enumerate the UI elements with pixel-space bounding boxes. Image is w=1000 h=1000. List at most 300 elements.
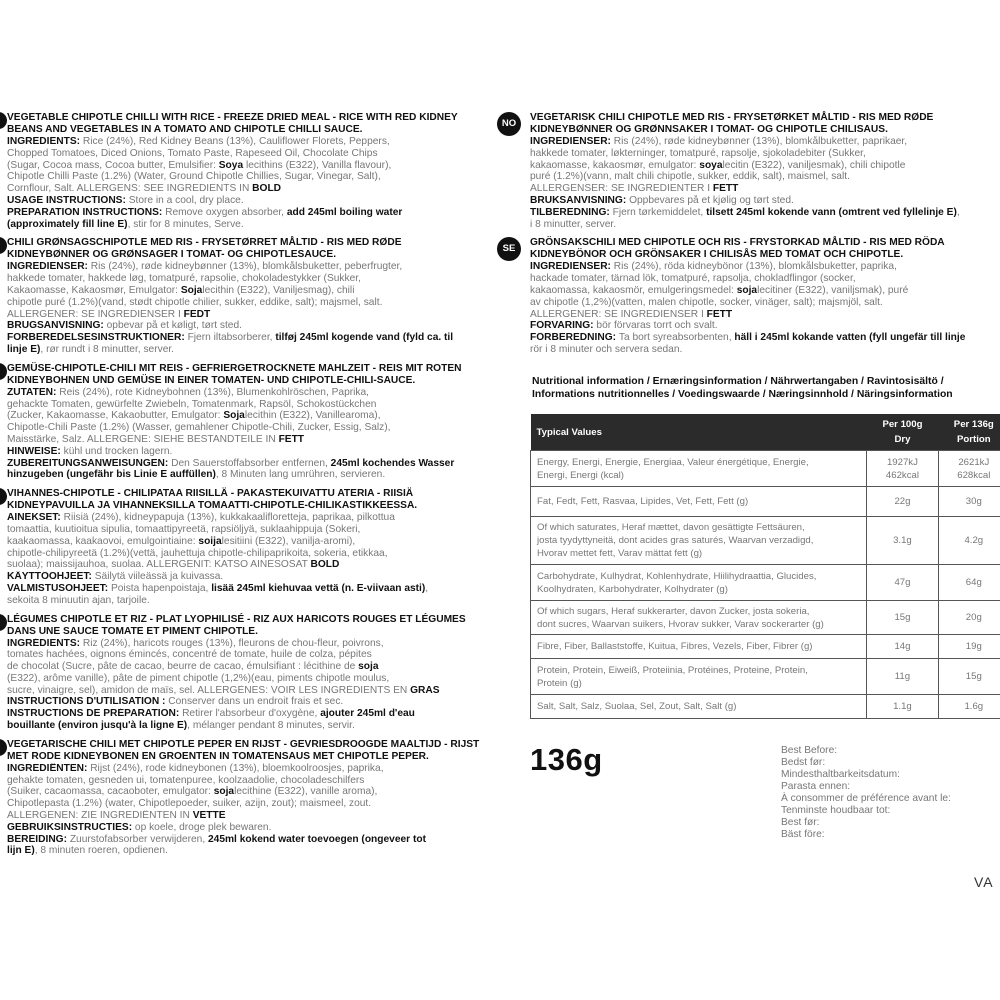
text-segment: kaakaomassa, kaakaovoi, emulgointiaine: [7,535,199,547]
value-line: 64g [965,577,982,588]
value-line: 2621kJ [958,456,990,468]
text-segment: Cornflour, Salt. ALLERGENS: SEE INGREDIENTS IN [7,183,253,195]
bold-text: 245ml kochendes Wasser [330,457,455,469]
value-line: 19g [965,641,982,652]
value-line: 1.1g [893,701,912,712]
bold-text: tilsett 245ml kokende vann (omtrent ved fyllelinje E) [706,206,957,218]
text-segment: Kakaomasse, Kakaosmør, Emulgator: [7,284,181,296]
text-line [530,332,1000,344]
text-segment: op koele, droge plek bewaren. [134,821,272,833]
value-line: 15g [894,612,911,623]
field-label: USAGE INSTRUCTIONS: [7,194,129,206]
language-badge [0,488,7,505]
text-segment: Remove oxygen absorber, [165,206,287,218]
nutrition-heading-line: Informations nutritionnelles / Voedingswaarde / Næringsinnhold / Näringsinformation [532,388,953,400]
best-before-line: Parasta ennen: [781,781,851,792]
text-segment: Chipotle-Chili Paste (1.2%) (Wasser, gemahlener Chipotle-Chili, Zucker, Essig, Salz), [7,422,391,434]
best-before-line: Tenminste houdbaar tot: [781,805,891,816]
text-line [530,195,1000,207]
nutrient-name [531,517,867,565]
nutrient-name-line: Hvorav mettet fett, Varav mättat fett (g) [537,548,703,559]
nutrition-row [531,635,1000,659]
value-line: 4.2g [964,535,984,546]
nutrient-name-line: Of which sugars, Heraf sukkerarter, davon Zucker, josta sokeria, [537,605,810,617]
text-line [7,183,484,195]
bold-text: soya [699,159,723,171]
value-line: 14g [894,641,911,652]
best-before-line: Mindesthaltbarkeitsdatum: [781,769,900,780]
text-segment: Conserver dans un endroit frais et sec. [168,696,344,708]
text-segment: lecithin (E322), Vanillearoma), [244,410,381,422]
value-per-100g [867,635,938,659]
text-segment: Chopped Tomatoes, Diced Onions, Tomato Paste, Rapeseed Oil, Chocolate Chips [7,147,378,159]
field-label: KÄYTTÖOHJEET: [7,571,95,583]
text-segment: , stir for 8 minutes, Serve. [127,218,244,230]
value-line: 1.6g [964,701,984,712]
field-label: HINWEISE: [7,445,64,457]
nutrient-name [531,601,867,635]
section-title: KIDNEYBÖNOR OCH GRÖNSAKER I CHILISÅS MED TOMAT OCH CHIPOTLE. [530,249,904,261]
value-per-portion [938,659,1000,695]
field-label: INGREDIENTS: [7,136,83,147]
text-line [7,309,484,321]
field-label: INGREDIENSER: [530,261,614,273]
bold-text: FETT [706,308,733,320]
bold-text: Soja [223,410,245,422]
value-line: 20g [965,612,982,623]
field-label: INGRÉDIENTS: [7,637,83,649]
text-segment: , mélanger pendant 8 minutes, servir. [187,720,355,732]
text-line [7,548,484,560]
bold-text: soja [736,284,758,296]
section-title: LÉGUMES CHIPOTLE ET RIZ - PLAT LYOPHILISÉ - RIZ AUX HARICOTS ROUGES ET LÉGUMES [7,613,466,625]
text-segment: lecitiner (E322), vaniljsmak), puré [757,284,909,296]
text-line [7,595,484,607]
bold-text: lijn E) [7,845,35,857]
best-before-line: Best før: [781,817,820,828]
text-line [530,148,1000,160]
field-label: FÖRVARING: [530,320,597,332]
text-segment: Zuurstofabsorber verwijderen, [69,833,208,845]
text-line [7,332,484,344]
nutrition-row [531,695,1000,719]
value-line: 3.1g [893,535,912,546]
text-segment: hakkede tomater, løkterninger, tomatpuré, rapsolje, sjokoladebiter (Sukker, [530,147,866,159]
bold-text: 245ml kokend water toevoegen (ongeveer tot [208,833,426,845]
value-line: 1927kJ [886,456,918,468]
section-title: KIDNEYBØNNER OG GRØNNSAKER I TOMAT- OG CHIPOTLE CHILISAUS. [530,124,888,135]
text-line [7,775,484,787]
text-segment: , rør rundt i 8 minutter, server. [40,343,175,355]
value-line: 11g [894,671,911,682]
text-segment: Den Sauerstoffabsorber entfernen, [171,457,331,469]
nutrition-row [531,451,1000,487]
text-segment: Rice (24%), Red Kidney Beans (13%), Cauliflower Florets, Peppers, [82,136,390,147]
text-line [7,320,484,332]
section-title: CHILI GRØNSAGSCHIPOTLE MED RIS - FRYSETØRRET MÅLTID - RIS MED RØDE [7,237,402,249]
text-line [7,571,484,583]
text-line [530,219,1000,231]
text-segment: (Sugar, Cocoa mass, Cocoa butter, Emulsifier: [7,159,219,171]
text-line [7,469,484,481]
text-line [7,171,484,183]
section-title: GEMÜSE-CHIPOTLE-CHILI MIT REIS - GEFRIERGETROCKNETE MAHLZEIT - REIS MIT ROTEN [7,362,462,374]
dry-label: Dry [894,434,911,445]
value-per-portion [938,565,1000,601]
value-per-portion [938,451,1000,487]
text-segment: Rijst (24%), rode kidneybonen (13%), bloemkoolroosjes, paprika, [90,762,384,774]
right-column [500,112,1000,363]
portion-label: Portion [957,434,991,445]
nutrient-name-line: Energy, Energi, Energie, Energiaa, Valeur énergétique, Energie, [537,456,809,468]
value-per-100g [867,517,938,565]
nutrition-table [530,414,1000,719]
section-title: KIDNEYBOHNEN UND GEMÜSE IN EINER TOMATEN- UND CHIPOTLE-CHILI-SAUCE. [7,374,416,386]
bold-text: häll i 245ml kokande vatten (fyll ungefär till linje [734,332,966,344]
text-line [7,685,484,697]
text-line [7,297,484,309]
language-badge [0,237,7,254]
text-line [7,148,484,160]
field-label: FÖRBEREDNING: [530,332,619,344]
value-per-portion [938,517,1000,565]
field-label: ZUTATEN: [7,386,60,398]
text-line [7,195,484,207]
text-line [530,207,1000,219]
bold-text: bouillante (environ jusqu'à la ligne E) [7,720,188,732]
text-segment: gehakte tomaten, gesneden ui, tomatenpuree, koolzaadolie, chocoladeschilfers [7,774,365,786]
text-segment: opbevar på et køligt, tørt sted. [106,320,242,332]
text-line [7,810,484,822]
value-line: 22g [894,496,911,507]
best-before-line: Bäst före: [781,829,825,840]
value-per-100g [867,565,938,601]
bold-text: VETTE [192,810,226,822]
section-title: GRÖNSAKSCHILI MED CHIPOTLE OCH RIS - FRYSTORKAD MÅLTID - RIS MED RÖDA [530,237,945,249]
text-line [530,344,1000,356]
left-column [0,112,484,864]
nutrient-name-line: josta tyydyttyneitä, dont acides gras saturés, Waarvan verzadigd, [537,535,814,546]
text-line [7,512,484,524]
section-title: VEGETARISCHE CHILI MET CHIPOTLE PEPER EN RIJST - GEVRIESDROOGDE MAALTIJD - RIJST [7,738,480,750]
text-segment: hackade tomater, tärnad lök, tomatpuré, rapsolja, chokladflingor (socker, [530,273,856,285]
text-line [7,536,484,548]
value-line: 462kcal [885,469,919,481]
nutrition-header-row [531,414,1000,451]
text-line [7,261,484,273]
nutrient-name [531,565,867,601]
bold-text: soija [198,535,222,547]
text-line [7,458,484,470]
text-segment: lecithins (E322), Vanilla flavour), [243,159,392,171]
text-segment: Fjern iltabsorberer, [187,332,276,344]
text-line [7,661,484,673]
text-segment: ALLERGENEN: ZIE INGREDIËNTEN IN [7,810,193,822]
text-segment: de chocolat (Sucre, pâte de cacao, beurre de cacao, émulsifiant : lécithine de [7,661,359,673]
bold-text: BOLD [252,183,282,195]
typical-values-header: Typical Values [531,414,867,451]
bold-text: linje E) [7,343,41,355]
text-line [7,273,484,285]
text-segment: suolaa); maissijauhoa, suolaa. ALLERGENIT: KATSO AINESOSAT [7,559,311,571]
field-label: VALMISTUSOHJEET: [7,582,111,594]
bold-text: FETT [278,433,305,445]
nutrient-name [531,695,867,719]
text-segment: Store in a cool, dry place. [128,194,244,206]
field-label: BRUGSANVISNING: [7,320,107,332]
language-badge [0,112,7,129]
text-segment: Chipotlepasta (1.2%) (water, Chipotlepoeder, suiker, azijn, zout); maismeel, zout. [7,798,372,810]
text-line [7,399,484,411]
field-label: INGREDIENSER: [530,136,614,147]
section-title: KIDNEYBØNNER OG GRØNSAGER I TOMAT- OG CHIPOTLESAUCE. [7,249,337,261]
field-label: BEREIDING: [7,833,70,845]
value-per-portion [938,601,1000,635]
text-segment: ALLERGENSER: SE INGREDIENTER I [530,183,713,195]
text-segment: Riisiä (24%), kidneypapuja (13%), kukkakaalifloretteja, paprikaa, pilkottua [63,512,395,524]
text-segment: kakaomasse, kakaosmør, emulgator: [530,159,700,171]
section-title: KIDNEYPAVUILLA JA VIHANNEKSILLA TOMAATTI-CHIPOTLE-CHILIKASTIKKEESSA. [7,500,418,512]
nutrition-row [531,601,1000,635]
best-before-line: Bedst før: [781,757,826,768]
text-segment: sekoita 8 minuutin ajan, tarjoile. [7,594,150,606]
bold-text: Soja [180,284,203,296]
net-weight: 136g [530,742,603,777]
best-before-block [781,745,1000,841]
bold-text: soja [213,786,235,798]
text-segment: , 8 minuten roeren, opdienen. [34,845,168,857]
text-segment: (Zucker, Kakaomasse, Kakaobutter, Emulgator: [7,410,224,422]
text-segment: Fjern tørkemiddelet, [612,206,707,218]
field-label: GEBRUIKSINSTRUCTIES: [7,821,135,833]
text-segment: lecithine (E322), vanille aroma), [234,786,378,798]
section-title: VEGETABLE CHIPOTLE CHILLI WITH RICE - FREEZE DRIED MEAL - RICE WITH RED KIDNEY [7,112,458,123]
text-line [7,822,484,834]
nutrient-name-line: Koolhydraten, Karbohydrater, Kolhydrater (g) [537,583,728,595]
text-segment: Ris (24%), røde kidneybønner (13%), blomkålsbuketter, peberfrugter, [90,261,403,273]
bold-text: GRAS [410,684,440,696]
value-line: 30g [965,496,982,507]
language-badge [0,614,7,631]
text-line [530,160,1000,172]
section-title: DANS UNE SAUCE TOMATE ET PIMENT CHIPOTLE. [7,625,258,637]
value-per-portion [938,487,1000,517]
section-title: VEGETARISK CHILI CHIPOTLE MED RIS - FRYSETØRKET MÅLTID - RIS MED RØDE [530,112,934,123]
text-line [530,285,1000,297]
text-line [530,171,1000,183]
nutrient-name-line: Fibre, Fiber, Ballaststoffe, Kuitua, Fibres, Vezels, Fiber, Fibrer (g) [537,641,813,652]
text-segment: kakaomassa, kakaosmör, emulgeringsmedel: [530,284,737,296]
text-segment: chipotle puré (1.2%)(vand, stødt chipotle chilier, sukker, eddike, salt); majsmel, salt. [7,296,383,308]
nutrient-name [531,659,867,695]
best-before-line: À consommer de préférence avant le: [781,793,951,804]
text-segment: rör i 8 minuter och servera sedan. [530,343,683,355]
bold-text: tilføj 245ml kogende vand (fyld ca. til [275,332,454,344]
text-segment: (Suiker, cacaomassa, cacaoboter, emulgator: [7,786,214,798]
text-segment: Reis (24%), rote Kidneybohnen (13%), Blumenkohlröschen, Paprika, [59,386,369,398]
value-line: 15g [965,671,982,682]
text-line [7,696,484,708]
text-segment: Retirer l'absorbeur d'oxygène, [182,708,321,720]
text-line [7,845,484,857]
text-line [530,309,1000,321]
text-line [7,387,484,399]
text-segment: Chipotle Chilli Paste (1.2%) (Water, Ground Chipotle Chillies, Sugar, Vinegar, Salt), [7,171,381,183]
text-line [530,297,1000,309]
field-label: BRUKSANVISNING: [530,194,630,206]
text-line [7,344,484,356]
bold-text: ajouter 245ml d'eau [320,708,415,720]
bold-text: FEDT [183,308,211,320]
field-label: INGREDIENSER: [7,261,91,273]
section-se [500,237,1000,355]
text-segment: lesitiini (E322), vanilja-aromi), [221,535,356,547]
text-line [7,834,484,846]
text-line [7,720,484,732]
text-line [530,183,1000,195]
field-label: INSTRUCTIONS DE PRÉPARATION: [7,708,183,720]
text-segment: tomaattia, kuutioitua sipulia, tomaattipyreetä, rapsiöljyä, suklaahippuja (Sokeri, [7,523,361,535]
field-label: AINEKSET: [7,512,64,524]
text-line [530,261,1000,273]
per-100g-label: Per 100g [882,419,923,430]
section-title: MET RODE KIDNEYBONEN EN GROENTEN IN TOMATENSAUS MET CHIPOTLE PEPER. [7,750,429,762]
nutrition-row [531,659,1000,695]
nutrition-heading-line: Nutritional information / Ernæringsinformation / Nährwertangaben / Ravintosisältö / [532,376,944,387]
section-title: VIHANNES-CHIPOTLE - CHILIPATAA RIISILLÄ - PAKASTEKUIVATTU ATERIA - RIISIÄ [7,488,414,500]
text-segment: chipotle-chilipyreetä (1.2%)(vettä, jauhettuja chipotle-chilipaprikoita, sokeria, etikkaa, [7,547,388,559]
text-line [7,219,484,231]
text-line [7,786,484,798]
text-segment: hakkede tomater, hakkede løg, tomatpuré, rapsolie, chokoladestykker (Sukker, [7,273,361,285]
field-label: FORBEREDELSESINSTRUKTIONER: [7,332,188,344]
text-line [530,136,1000,148]
corner-text: VA [974,874,994,890]
nutrient-name-line: Energi, Energi (kcal) [537,469,624,481]
field-label: INSTRUCTIONS D'UTILISATION : [7,696,169,708]
bold-text: BOLD [310,559,340,571]
text-segment: lecitin (E322), vaniljesmak), chili chipotle [722,159,906,171]
section-fr [0,614,484,732]
text-segment: tomates hachées, oignons émincés, concentré de tomate, huile de colza, pépites [7,649,372,661]
text-segment: Maisstärke, Salz. ALLERGENE: SIEHE BESTANDTEILE IN [7,433,279,445]
nutrient-name-line: Salt, Salt, Salz, Suolaa, Sel, Zout, Salt, Salt (g) [537,701,737,712]
text-segment: Riz (24%), haricots rouges (13%), fleurons de chou-fleur, poivrons, [82,637,384,649]
value-per-100g [867,601,938,635]
bold-text: lisää 245ml kiehuvaa vettä (n. E-viivaan asti) [211,582,426,594]
text-segment: , 8 Minuten lang umrühren, servieren. [215,469,386,481]
nutrient-name-line: Of which saturates, Heraf mættet, davon gesättigte Fettsäuren, [537,522,805,533]
text-segment: , [956,206,960,218]
nutrient-name-line: Carbohydrate, Kulhydrat, Kohlenhydrate, Hiilihydraattia, Glucides, [537,570,817,582]
text-line [7,207,484,219]
nutrient-name-line: Protein, Protein, Eiweiß, Proteiinia, Protéines, Proteine, Protein, [537,664,808,676]
section-no [500,112,1000,230]
best-before-line: Best Before: [781,745,838,756]
value-per-100g [867,695,938,719]
text-line [7,559,484,571]
text-segment: , [425,582,429,594]
text-line [530,320,1000,332]
section-title: BEANS AND VEGETABLES IN A TOMATO AND CHIPOTLE CHILLI SAUCE. [7,124,363,135]
text-segment: ALLERGENER: SE INGREDIENSER I [7,308,184,320]
text-segment: kühl und trocken lagern. [63,445,173,457]
text-line [7,422,484,434]
text-segment: gehackte Tomaten, gewürfelte Zwiebeln, Tomatenmark, Rapsöl, Schokostückchen [7,398,377,410]
bold-text: add 245ml boiling water [286,206,403,218]
bold-text: soja [358,661,379,673]
bold-text: Soya [218,159,244,171]
language-badge [0,739,7,756]
text-line [7,160,484,172]
section-nl [0,739,484,857]
text-segment: Säilytä viileässä ja kuivassa. [94,571,224,583]
text-line [7,763,484,775]
section-en [0,112,484,230]
text-line [530,273,1000,285]
bold-text: hinzugeben (ungefähr bis Linie E auffüllen) [7,469,216,481]
text-line [7,410,484,422]
text-line [7,798,484,810]
nutrient-name-line: dont sucres, Waarvan suikers, Hvorav sukker, Varav sockerarter (g) [537,618,824,630]
text-line [7,446,484,458]
value-per-100g [867,487,938,517]
text-segment: bör förvaras torrt och svalt. [596,320,718,332]
per-portion-header [938,414,1000,451]
nutrition-row [531,487,1000,517]
nutrient-name [531,487,867,517]
text-segment: Oppbevares på et kjølig og tørt sted. [629,194,794,206]
value-line: 628kcal [957,469,991,481]
value-per-100g [867,451,938,487]
value-per-100g [867,659,938,695]
text-line [7,583,484,595]
text-segment: (E322), arôme vanille), pâte de piment chipotle (1,2%)(eau, piments chipotle moulus, [7,672,390,684]
text-line [7,708,484,720]
field-label: INGREDIËNTEN: [7,762,91,774]
nutrition-row [531,565,1000,601]
section-fi [0,488,484,606]
text-line [7,524,484,536]
text-line [7,136,484,148]
text-line [7,434,484,446]
text-line [7,673,484,685]
text-segment: av chipotle (1,2%)(vatten, malen chipotle, socker, vinäger, salt); majsmjöl, salt. [530,296,883,308]
text-segment: lecithin (E322), Vaniljesmag), chili [202,284,355,296]
text-segment: puré (1.2%)(vann, malt chili chipotle, sukker, eddik, salt), maismel, salt. [530,171,850,183]
nutrient-name [531,635,867,659]
field-label: TILBEREDNING: [530,206,613,218]
bold-text: (approximately fill line E) [7,218,128,230]
text-segment: ALLERGENER: SE INGREDIENSER I [530,308,707,320]
nutrient-name [531,451,867,487]
field-label: PREPARATION INSTRUCTIONS: [7,206,166,218]
text-segment: Ta bort syreabsorbenten, [618,332,735,344]
text-line [7,638,484,650]
text-line [7,649,484,661]
language-badge: NO [497,112,521,136]
field-label: ZUBEREITUNGSANWEISUNGEN: [7,457,172,469]
bold-text: FETT [712,183,739,195]
value-line: 47g [894,577,911,588]
nutrition-row [531,517,1000,565]
text-segment: Ris (24%), røde kidneybønner (13%), blomkålbuketter, paprikaer, [613,136,908,147]
text-segment: i 8 minutter, server. [530,218,617,230]
language-badge: SE [497,237,521,261]
nutrition-heading [532,376,1000,401]
section-dk [0,237,484,355]
text-line [7,285,484,297]
